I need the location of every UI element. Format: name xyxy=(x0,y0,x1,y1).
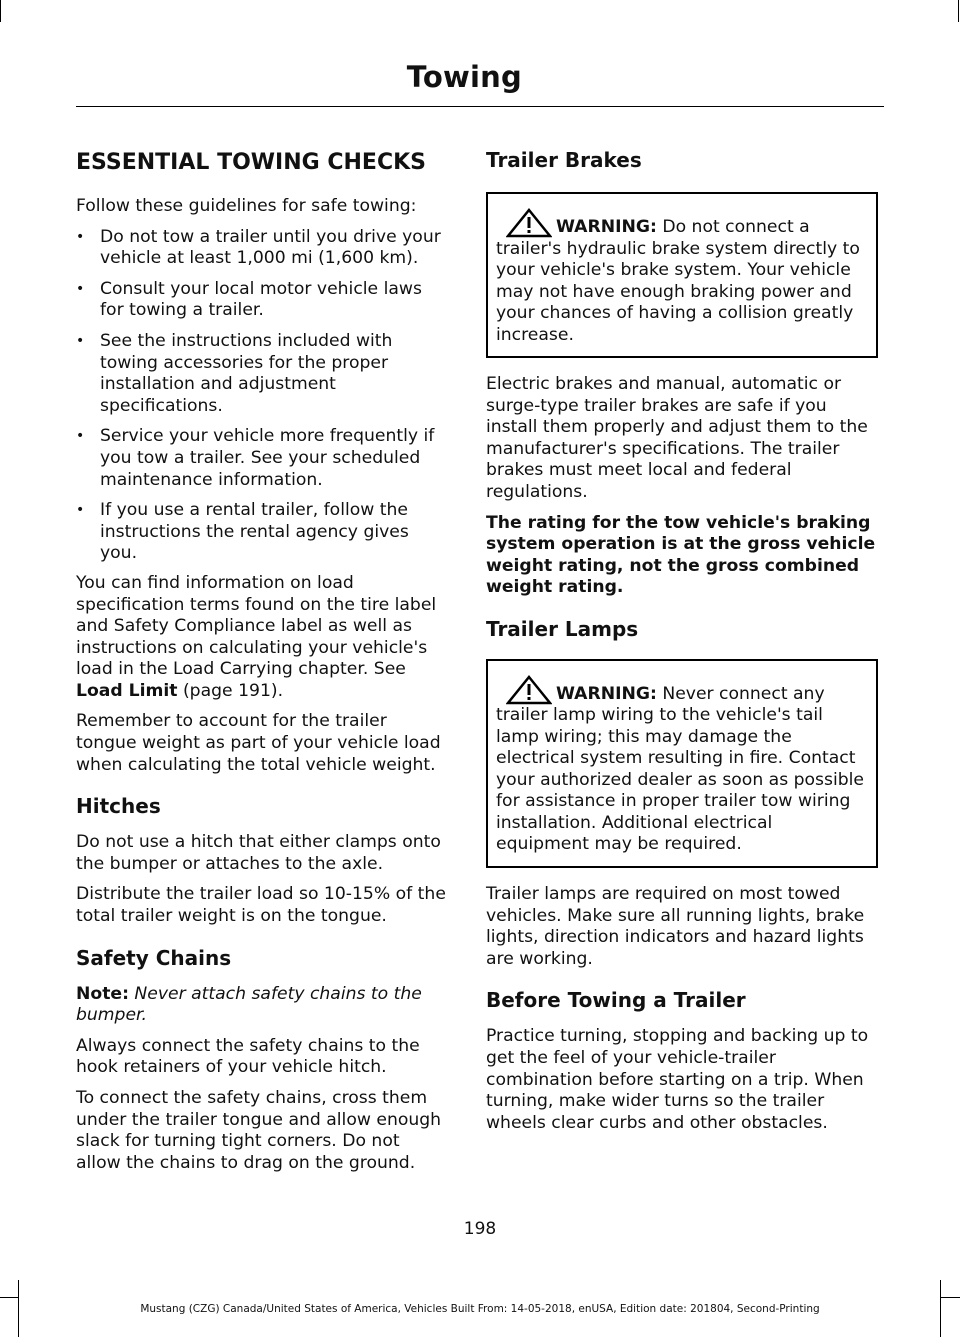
list-item: • Do not tow a trailer until you drive your vehicle at least 1,000 mi (1,600 km). xyxy=(76,227,446,270)
heading-hitches: Hitches xyxy=(76,794,161,819)
intro-paragraph: Follow these guidelines for safe towing: xyxy=(76,196,417,216)
chains-paragraph-2: To connect the safety chains, cross them under the trailer tongue and allow enough slack for turning tight corners. Do not allow the chains to drag on the ground. xyxy=(76,1088,442,1173)
note-text: Never attach safety chains to the bumper. xyxy=(76,983,422,1026)
warning-triangle-icon xyxy=(506,208,552,238)
heading-essential-towing-checks: ESSENTIAL TOWING CHECKS xyxy=(76,150,426,175)
page-title: Towing xyxy=(406,60,522,94)
warning-label: WARNING: xyxy=(556,683,657,704)
brakes-paragraph: Electric brakes and manual, automatic or surge-type trailer brakes are safe if you install them properly and adjust them to the manufacturer's specifications. The trailer brakes must meet local and federal regulations. xyxy=(486,374,868,502)
warning-paragraph xyxy=(496,208,868,346)
header-divider xyxy=(76,106,884,107)
list-item: • If you use a rental trailer, follow the instructions the rental agency gives you. xyxy=(76,500,446,565)
page-number: 198 xyxy=(463,1219,497,1239)
tongue-weight-paragraph: Remember to account for the trailer tongue weight as part of your vehicle load when calculating the total vehicle weight. xyxy=(76,711,441,775)
footer-edition-line: Mustang (CZG) Canada/United States of America, Vehicles Built From: 14-05-2018, enUSA, Edition date: 201804, Second-Printing xyxy=(140,1303,820,1315)
list-item: • Service your vehicle more frequently if you tow a trailer. See your scheduled maintenance information. xyxy=(76,426,446,491)
load-limit-link[interactable]: Load Limit xyxy=(76,680,178,701)
warning-triangle-icon xyxy=(506,675,552,705)
hitch-paragraph-1: Do not use a hitch that either clamps onto the bumper or attaches to the axle. xyxy=(76,832,441,874)
checks-list xyxy=(76,227,446,565)
braking-rating-paragraph: The rating for the tow vehicle's braking system operation is at the gross vehicle weight rating, not the gross combined weight rating. xyxy=(486,512,876,598)
heading-before-towing: Before Towing a Trailer xyxy=(486,988,746,1013)
list-item: • See the instructions included with towing accessories for the proper installation and adjustment specifications. xyxy=(76,331,446,417)
right-column xyxy=(486,140,878,1134)
chains-paragraph-1: Always connect the safety chains to the hook retainers of your vehicle hitch. xyxy=(76,1035,420,1078)
load-info-text: You can find information on load specification terms found on the tire label and Safety Compliance label as well as instructions on calculating your vehicle's load in the Load Carrying chapter. See xyxy=(76,572,437,680)
list-item: • Consult your local motor vehicle laws for towing a trailer. xyxy=(76,279,446,322)
left-column xyxy=(76,140,446,1174)
note-paragraph xyxy=(76,984,446,1027)
lamps-paragraph: Trailer lamps are required on most towed vehicles. Make sure all running lights, brake lights, direction indicators and hazard lights are working. xyxy=(486,883,865,969)
warning-label: WARNING: xyxy=(556,217,657,237)
warning-paragraph xyxy=(496,675,868,856)
crop-mark-bottom-right-horizontal xyxy=(941,1297,960,1298)
heading-safety-chains: Safety Chains xyxy=(76,945,232,970)
heading-trailer-lamps: Trailer Lamps xyxy=(486,616,639,641)
load-limit-page: (page 191). xyxy=(177,680,284,701)
warning-text: Never connect any trailer lamp wiring to the vehicle's tail lamp wiring; this may damage the electrical system resulting in fire. Contact your authorized dealer as soon as possible for assistance in proper trailer tow wiring installation. Additional electrical equipment may be required. xyxy=(496,683,865,855)
crop-mark-top-left xyxy=(0,0,1,22)
note-label: Note: xyxy=(76,983,129,1004)
before-towing-paragraph: Practice turning, stopping and backing up to get the feel of your vehicle-trailer combination before starting on a trip. When turning, make wider turns so the trailer wheels clear curbs and other obstacles. xyxy=(486,1026,869,1133)
warning-box-brakes xyxy=(486,192,878,358)
hitch-paragraph-2: Distribute the trailer load so 10-15% of the total trailer weight is on the tongue. xyxy=(76,884,446,927)
crop-mark-bottom-left-horizontal xyxy=(0,1297,18,1298)
load-info-paragraph xyxy=(76,573,446,703)
crop-mark-top-right xyxy=(958,0,959,22)
warning-text: Do not connect a trailer's hydraulic brake system directly to your vehicle's brake system. Your vehicle may not have enough braking power and your chances of having a collision greatly increase. xyxy=(496,217,860,345)
warning-box-lamps xyxy=(486,659,878,868)
heading-trailer-brakes: Trailer Brakes xyxy=(486,148,642,172)
